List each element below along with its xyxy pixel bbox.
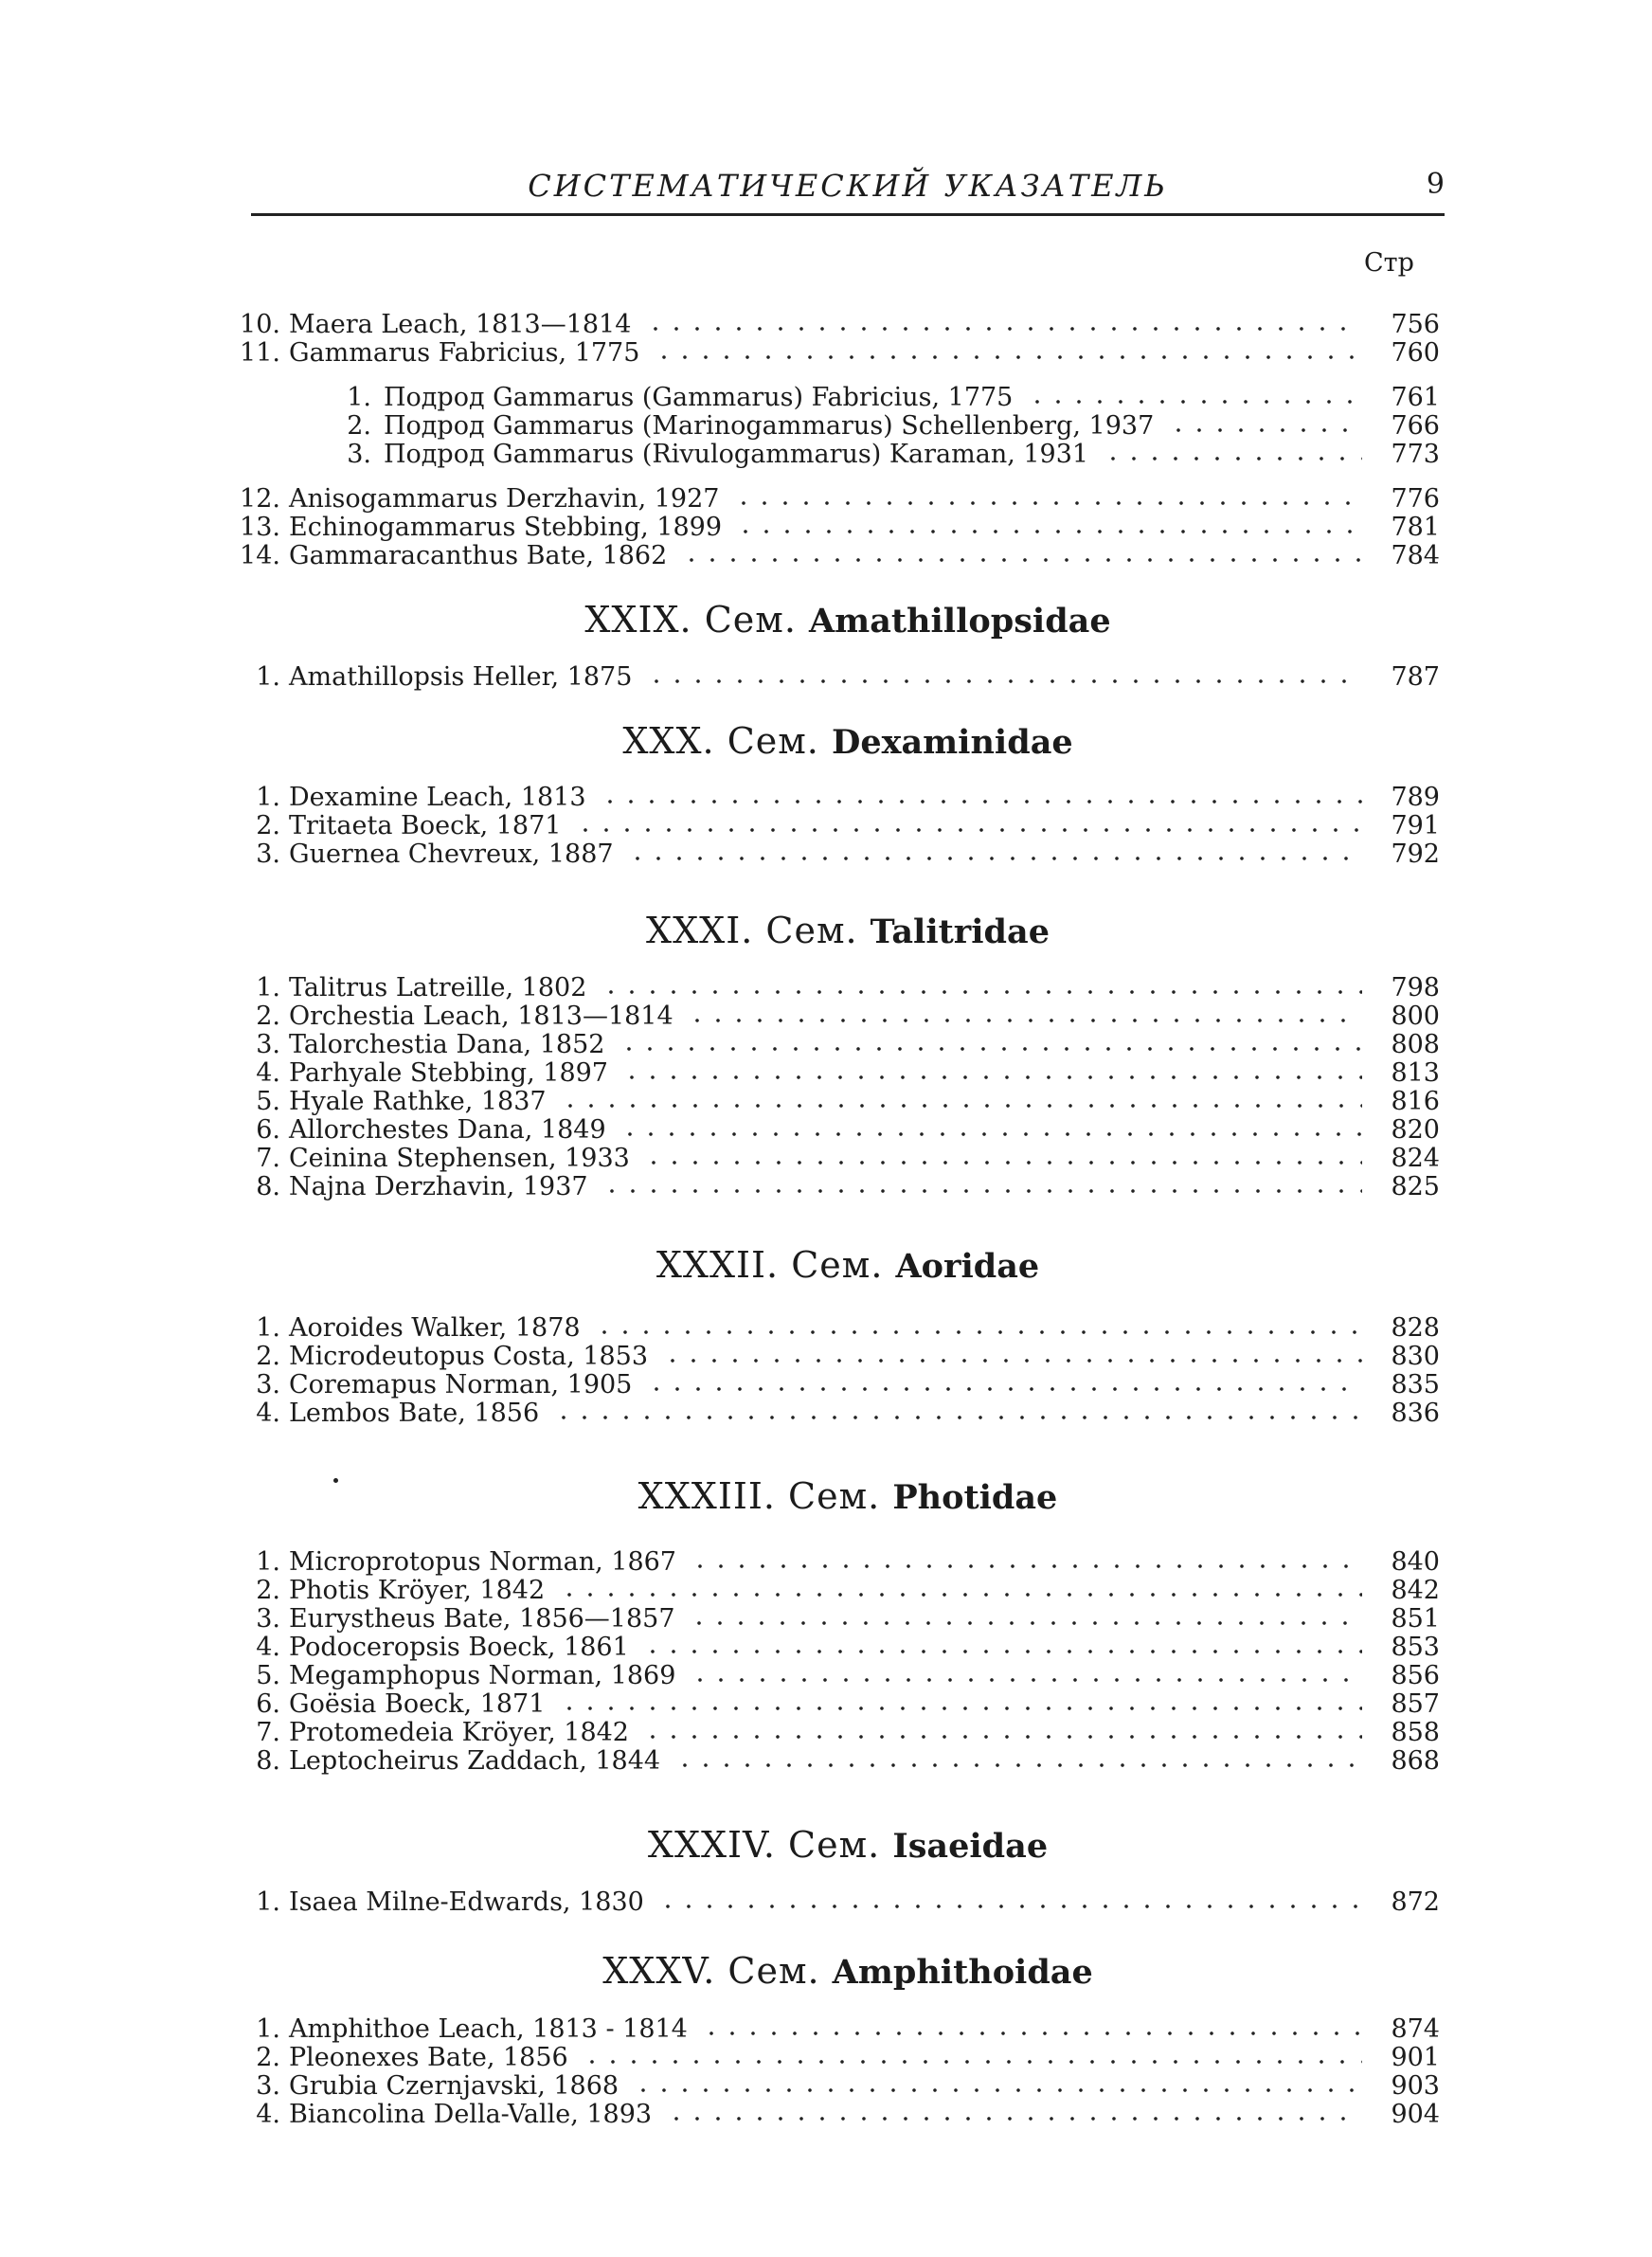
entry-number: 3. (256, 1370, 280, 1399)
dot-leader (559, 1706, 1362, 1710)
dot-leader (690, 1678, 1362, 1682)
section-sem-label: Сем. (788, 1475, 881, 1517)
dot-leader (1103, 457, 1362, 460)
entry-name: Allorchestes Dana, 1849 (289, 1115, 606, 1145)
dot-leader (602, 1189, 1362, 1193)
section-roman-numeral: XXIX. (584, 599, 692, 641)
family-heading (251, 910, 1445, 951)
entry-number: 6. (256, 1115, 280, 1145)
toc-entry (218, 1605, 1440, 1634)
entry-name: Guernea Chevreux, 1887 (289, 840, 614, 869)
entry-name: Podoceropsis Boeck, 1861 (289, 1633, 629, 1662)
entry-number: 2. (347, 411, 371, 441)
entry-number: 1. (256, 2014, 280, 2044)
toc-entry (218, 339, 1440, 368)
toc-entry (218, 412, 1440, 441)
entry-name: Подрод Gammarus (Rivulogammarus) Karaman, 1931 (384, 440, 1089, 469)
section-sem-label: Сем. (727, 1950, 820, 1992)
section-sem-label: Сем. (791, 1244, 884, 1286)
toc-entry (218, 1173, 1440, 1201)
toc-entry (218, 1088, 1440, 1116)
section-sem-label: Сем. (727, 720, 819, 762)
entry-page-number: 761 (1391, 383, 1440, 412)
entry-name: Biancolina Della-Valle, 1893 (289, 2100, 653, 2129)
toc-entry (218, 514, 1440, 542)
entry-name: Lembos Bate, 1856 (289, 1399, 540, 1428)
entry-name: Pleonexes Bate, 1856 (289, 2043, 568, 2072)
toc-entry (218, 1634, 1440, 1662)
entry-page-number: 853 (1391, 1633, 1440, 1662)
toc-entry (218, 663, 1440, 692)
dot-leader (619, 1047, 1362, 1051)
dot-leader (594, 1330, 1362, 1334)
section-roman-numeral: XXX. (622, 720, 715, 762)
entry-page-number: 789 (1391, 783, 1440, 812)
entry-page-number: 868 (1391, 1746, 1440, 1776)
entry-name: Megamphopus Norman, 1869 (289, 1661, 676, 1690)
entry-page-number: 791 (1391, 811, 1440, 840)
section-roman-numeral: XXXIII. (637, 1475, 776, 1517)
entry-page-number: 787 (1391, 662, 1440, 692)
entry-page-number: 903 (1391, 2071, 1440, 2101)
entry-number: 14. (240, 541, 280, 570)
family-heading (251, 1475, 1445, 1517)
entry-name: Isaea Milne-Edwards, 1830 (289, 1887, 644, 1917)
toc-entry (218, 384, 1440, 412)
toc-entry (218, 1002, 1440, 1031)
dot-leader (646, 679, 1362, 683)
toc-entry (218, 1747, 1440, 1776)
entry-number: 7. (256, 1144, 280, 1173)
family-name: Amphithoidae (832, 1953, 1093, 1992)
entry-name: Hyale Rathke, 1837 (289, 1087, 547, 1116)
entry-number: 13. (240, 513, 280, 542)
section-roman-numeral: XXXII. (655, 1244, 780, 1286)
entry-page-number: 792 (1391, 840, 1440, 869)
entry-name: Gammarus Fabricius, 1775 (289, 338, 640, 368)
entry-name: Dexamine Leach, 1813 (289, 783, 586, 812)
entry-name: Подрод Gammarus (Marinogammarus) Schellenberg, 1937 (384, 411, 1155, 441)
toc-entry (218, 1577, 1440, 1605)
dot-leader (735, 530, 1362, 533)
family-name: Amathillopsidae (809, 602, 1111, 641)
dot-leader (1027, 400, 1362, 404)
toc-entry (218, 812, 1440, 840)
entry-number: 4. (256, 1633, 280, 1662)
family-heading (251, 1244, 1445, 1286)
dot-leader (654, 355, 1362, 359)
toc-entry (218, 1371, 1440, 1399)
entry-page-number: 857 (1391, 1689, 1440, 1719)
toc-entry (218, 1690, 1440, 1719)
toc-entry (218, 2044, 1440, 2072)
dot-leader (642, 1735, 1362, 1739)
toc-entry (218, 840, 1440, 869)
dot-leader (681, 558, 1362, 562)
entry-page-number: 798 (1391, 973, 1440, 1002)
entry-number: 3. (256, 840, 280, 869)
entry-name: Goësia Boeck, 1871 (289, 1689, 546, 1719)
section-sem-label: Сем. (704, 599, 797, 641)
dot-leader (621, 1075, 1362, 1079)
dot-leader (701, 2031, 1362, 2035)
entry-page-number: 856 (1391, 1661, 1440, 1690)
toc-entry (218, 542, 1440, 570)
dot-leader (646, 1387, 1362, 1391)
section-roman-numeral: XXXI. (646, 910, 754, 951)
entry-page-number: 901 (1391, 2043, 1440, 2072)
dot-leader (600, 800, 1362, 803)
entry-page-number: 808 (1391, 1030, 1440, 1059)
entry-name: Amathillopsis Heller, 1875 (289, 662, 633, 692)
entry-page-number: 756 (1391, 310, 1440, 339)
entry-number: 12. (240, 484, 280, 514)
dot-leader (553, 1416, 1362, 1419)
dot-leader (687, 1019, 1362, 1022)
dot-leader (657, 1905, 1362, 1908)
entry-name: Maera Leach, 1813—1814 (289, 310, 632, 339)
dot-leader (620, 1132, 1362, 1136)
entry-number: 1. (256, 783, 280, 812)
entry-name: Eurystheus Bate, 1856—1857 (289, 1604, 675, 1634)
entry-name: Microdeutopus Costa, 1853 (289, 1342, 649, 1371)
toc-entry (218, 2072, 1440, 2101)
toc-entry (218, 1031, 1440, 1059)
family-heading (251, 720, 1445, 762)
section-roman-numeral: XXXIV. (647, 1824, 776, 1866)
dot-leader (582, 2060, 1362, 2064)
family-heading (251, 599, 1445, 641)
header-page-number: 9 (1426, 168, 1445, 201)
entry-name: Talorchestia Dana, 1852 (289, 1030, 605, 1059)
entry-number: 2. (256, 1576, 280, 1605)
entry-name: Aoroides Walker, 1878 (289, 1313, 581, 1343)
entry-page-number: 820 (1391, 1115, 1440, 1145)
toc-entry (218, 1059, 1440, 1088)
entry-name: Leptocheirus Zaddach, 1844 (289, 1746, 661, 1776)
family-name: Isaeidae (892, 1827, 1049, 1866)
entry-page-number: 784 (1391, 541, 1440, 570)
toc-entry (218, 1719, 1440, 1747)
entry-number: 1. (256, 1887, 280, 1917)
entry-number: 1. (256, 1547, 280, 1577)
toc-entry (218, 2101, 1440, 2129)
entry-number: 4. (256, 2100, 280, 2129)
entry-name: Parhyale Stebbing, 1897 (289, 1058, 608, 1088)
entry-page-number: 904 (1391, 2100, 1440, 2129)
entry-page-number: 836 (1391, 1399, 1440, 1428)
entry-name: Protomedeia Kröyer, 1842 (289, 1718, 629, 1747)
dot-leader (627, 857, 1362, 860)
family-name: Photidae (892, 1478, 1058, 1517)
toc-entry (218, 2015, 1440, 2044)
entry-number: 5. (256, 1087, 280, 1116)
dot-leader (559, 1593, 1362, 1597)
entry-number: 2. (256, 1342, 280, 1371)
entry-number: 1. (256, 1313, 280, 1343)
entry-page-number: 830 (1391, 1342, 1440, 1371)
dot-leader (1168, 428, 1362, 432)
page-column-label: Стр (1364, 248, 1414, 278)
entry-page-number: 842 (1391, 1576, 1440, 1605)
entry-name: Gammaracanthus Bate, 1862 (289, 541, 668, 570)
dot-leader (560, 1104, 1362, 1108)
entry-page-number: 840 (1391, 1547, 1440, 1577)
family-heading (251, 1950, 1445, 1992)
entry-number: 3. (256, 2071, 280, 2101)
family-name: Dexaminidae (831, 723, 1073, 762)
entry-name: Grubia Czernjavski, 1868 (289, 2071, 620, 2101)
entry-name: Amphithoe Leach, 1813 - 1814 (289, 2014, 688, 2044)
family-name: Talitridae (870, 912, 1050, 951)
dot-leader (645, 327, 1362, 331)
section-roman-numeral: XXXV. (602, 1950, 716, 1992)
entry-number: 6. (256, 1689, 280, 1719)
dot-leader (662, 1359, 1362, 1363)
entry-number: 1. (347, 383, 371, 412)
dot-leader (643, 1161, 1362, 1165)
family-heading (251, 1824, 1445, 1866)
entry-page-number: 828 (1391, 1313, 1440, 1343)
entry-name: Echinogammarus Stebbing, 1899 (289, 513, 722, 542)
toc-entry (218, 1548, 1440, 1577)
toc-entry (218, 1343, 1440, 1371)
entry-number: 3. (347, 440, 371, 469)
entry-number: 2. (256, 2043, 280, 2072)
toc-entry (218, 1399, 1440, 1428)
entry-page-number: 776 (1391, 484, 1440, 514)
entry-page-number: 781 (1391, 513, 1440, 542)
entry-page-number: 874 (1391, 2014, 1440, 2044)
dot-leader (633, 2088, 1362, 2092)
entry-number: 10. (240, 310, 280, 339)
family-name: Aoridae (895, 1247, 1040, 1286)
entry-number: 3. (256, 1604, 280, 1634)
entry-name: Tritaeta Boeck, 1871 (289, 811, 562, 840)
entry-page-number: 825 (1391, 1172, 1440, 1201)
toc-entry (218, 1145, 1440, 1173)
entry-name: Photis Kröyer, 1842 (289, 1576, 546, 1605)
entry-number: 7. (256, 1718, 280, 1747)
entry-number: 3. (256, 1030, 280, 1059)
header-title: СИСТЕМАТИЧЕСКИЙ УКАЗАТЕЛЬ (528, 168, 1168, 204)
dot-leader (666, 2117, 1362, 2121)
entry-page-number: 766 (1391, 411, 1440, 441)
entry-name: Najna Derzhavin, 1937 (289, 1172, 588, 1201)
entry-number: 8. (256, 1746, 280, 1776)
section-sem-label: Сем. (788, 1824, 881, 1866)
dot-leader (674, 1763, 1362, 1767)
entry-page-number: 858 (1391, 1718, 1440, 1747)
running-header (251, 166, 1445, 216)
entry-name: Anisogammarus Derzhavin, 1927 (289, 484, 720, 514)
dot-leader (575, 828, 1362, 832)
toc-entry (218, 485, 1440, 514)
toc-entry (218, 1116, 1440, 1145)
section-sem-label: Сем. (765, 910, 858, 951)
entry-number: 11. (240, 338, 280, 368)
entry-page-number: 872 (1391, 1887, 1440, 1917)
entry-page-number: 835 (1391, 1370, 1440, 1399)
entry-page-number: 800 (1391, 1002, 1440, 1031)
toc-entry (218, 441, 1440, 469)
entry-name: Orchestia Leach, 1813—1814 (289, 1002, 673, 1031)
entry-page-number: 813 (1391, 1058, 1440, 1088)
dot-leader (689, 1621, 1362, 1625)
entry-number: 4. (256, 1399, 280, 1428)
entry-name: Talitrus Latreille, 1802 (289, 973, 587, 1002)
dot-leader (690, 1564, 1362, 1568)
dot-leader (733, 501, 1362, 505)
dot-leader (642, 1650, 1362, 1653)
entry-page-number: 851 (1391, 1604, 1440, 1634)
entry-name: Ceinina Stephensen, 1933 (289, 1144, 630, 1173)
toc-entry (218, 1314, 1440, 1343)
entry-number: 2. (256, 811, 280, 840)
entry-page-number: 773 (1391, 440, 1440, 469)
entry-page-number: 824 (1391, 1144, 1440, 1173)
entry-number: 1. (256, 662, 280, 692)
toc-entry (218, 974, 1440, 1002)
entry-page-number: 760 (1391, 338, 1440, 368)
toc-entry (218, 784, 1440, 812)
entry-number: 8. (256, 1172, 280, 1201)
toc-entry (218, 311, 1440, 339)
entry-number: 4. (256, 1058, 280, 1088)
dot-leader (601, 990, 1362, 994)
toc-entry (218, 1888, 1440, 1917)
entry-name: Подрод Gammarus (Gammarus) Fabricius, 1775 (384, 383, 1014, 412)
entry-number: 5. (256, 1661, 280, 1690)
toc-entry (218, 1662, 1440, 1690)
entry-number: 1. (256, 973, 280, 1002)
entry-name: Coremapus Norman, 1905 (289, 1370, 633, 1399)
entry-name: Microprotopus Norman, 1867 (289, 1547, 676, 1577)
entry-page-number: 816 (1391, 1087, 1440, 1116)
entry-number: 2. (256, 1002, 280, 1031)
